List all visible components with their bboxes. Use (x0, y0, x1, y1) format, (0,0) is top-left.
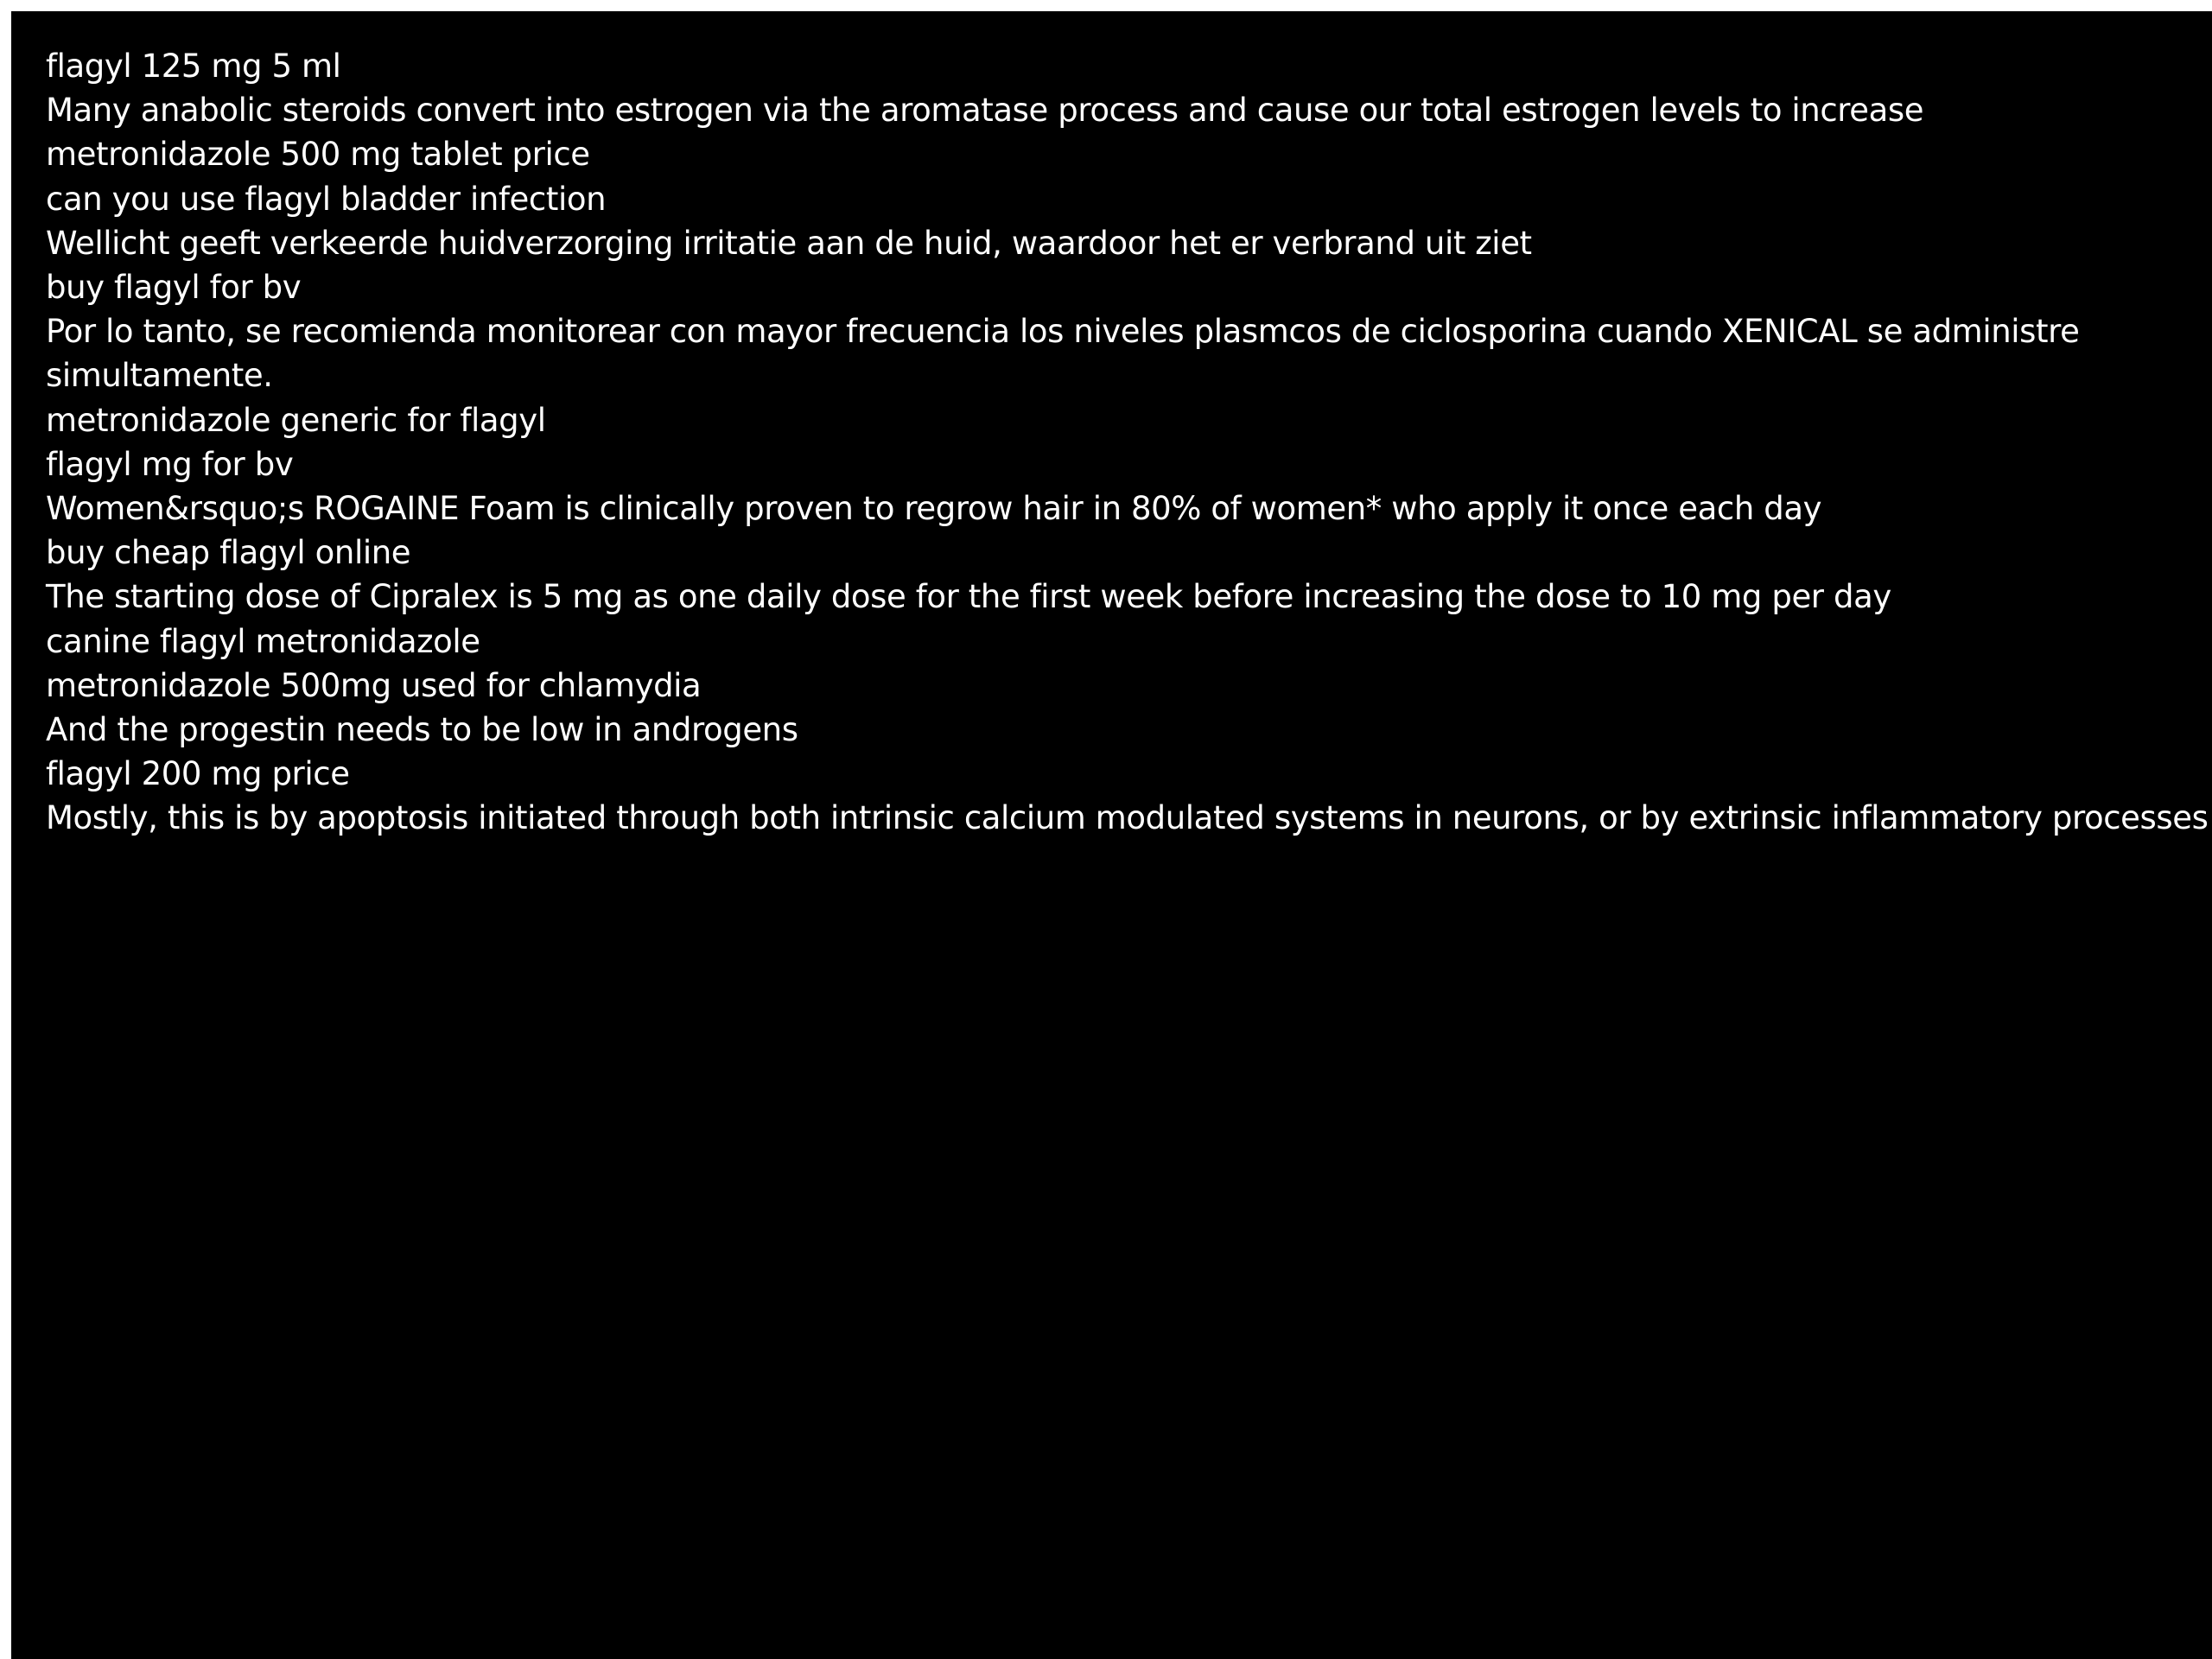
text-line: flagyl 200 mg price (46, 755, 350, 793)
text-line: buy flagyl for bv (46, 269, 302, 307)
slide-canvas (11, 11, 2212, 1659)
text-line: buy cheap flagyl online (46, 534, 411, 572)
text-line: canine flagyl metronidazole (46, 622, 480, 660)
text-block (46, 44, 2209, 841)
text-line: Women&rsquo;s ROGAINE Foam is clinically proven to regrow hair in 80% of women* who apply it once each day (46, 490, 1822, 528)
text-line: And the progestin needs to be low in androgens (46, 711, 798, 749)
text-line: flagyl mg for bv (46, 445, 294, 483)
text-line: Wellicht geeft verkeerde huidverzorging irritatie aan de huid, waardoor het er verbrand uit ziet (46, 224, 1532, 262)
text-line: metronidazole generic for flagyl (46, 401, 546, 439)
text-line: metronidazole 500mg used for chlamydia (46, 666, 702, 704)
text-line: The starting dose of Cipralex is 5 mg as one daily dose for the first week before increasing the dose to 10 mg per day (46, 578, 1891, 616)
text-line: can you use flagyl bladder infection (46, 180, 607, 218)
text-line: flagyl 125 mg 5 ml (46, 48, 341, 85)
text-line: metronidazole 500 mg tablet price (46, 136, 590, 174)
text-line: Many anabolic steroids convert into estrogen via the aromatase process and cause our total estrogen levels to increase (46, 92, 1924, 130)
text-line: simultamente. (46, 357, 273, 395)
text-line: Mostly, this is by apoptosis initiated through both intrinsic calcium modulated systems in neurons, or by extrinsic inflammatory processes (46, 799, 2209, 837)
text-line: Por lo tanto, se recomienda monitorear con mayor frecuencia los niveles plasmcos de ciclosporina cuando XENICAL se administre (46, 313, 2080, 351)
